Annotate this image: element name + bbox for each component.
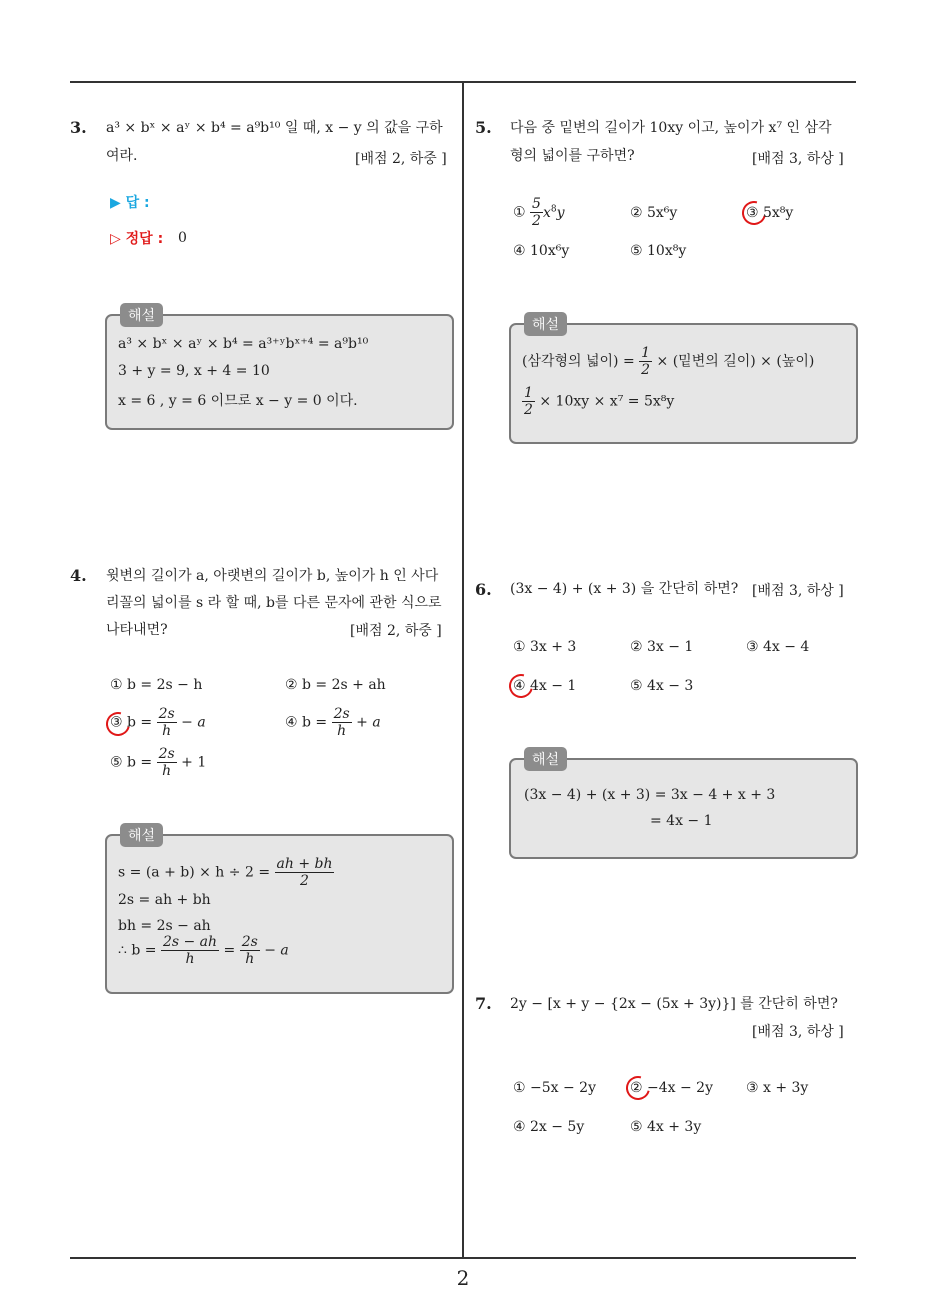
column-divider [462, 83, 464, 1258]
q4-option-5-label: ⑤ b = [110, 754, 153, 771]
q5-explanation-line: (삼각형의 넓이) = $\frac{1}{2}$ × (밑변의 길이) × (높이) [522, 345, 815, 378]
q6-explanation-tag: 해설 [524, 747, 567, 771]
q7-option-1[interactable]: ① −5x − 2y [513, 1080, 596, 1096]
q6-option-1[interactable]: ① 3x + 3 [513, 639, 577, 655]
q5-option-1[interactable] [513, 196, 565, 229]
q4-option-4-label: ④ b = [285, 714, 328, 731]
q4-option-3-tail: − a [181, 714, 206, 731]
q4-explanation-tag: 해설 [120, 823, 163, 847]
q6-explanation-line: (3x − 4) + (x + 3) = 3x − 4 + x + 3 [524, 787, 776, 803]
q5-option-2[interactable]: ② 5x⁶y [630, 205, 678, 221]
q5-option-4[interactable]: ④ 10x⁶y [513, 243, 570, 259]
q3-explanation-tag: 해설 [120, 303, 163, 327]
q6-option-4[interactable]: ④ 4x − 1 [513, 678, 577, 694]
q4-option-4[interactable] [285, 706, 381, 739]
q7-option-4[interactable]: ④ 2x − 5y [513, 1119, 585, 1135]
q5-explanation-box [509, 323, 858, 444]
q5-option-1-tail: $x^8y$ [542, 203, 565, 221]
q3-explanation-line: a³ × bˣ × aʸ × b⁴ = a³⁺ʸbˣ⁺⁴ = a⁹b¹⁰ [118, 336, 369, 352]
q5-option-3[interactable]: ③ 5x⁸y [746, 205, 794, 221]
q4-meta: [배점 2, 하중 ] [350, 623, 442, 639]
q4-option-2[interactable]: ② b = 2s + ah [285, 677, 386, 693]
q4-option-5-fraction: $\frac{2s}{h}$ [158, 746, 175, 779]
q4-text-line3: 나타내면? [106, 622, 168, 638]
q3-number: 3. [70, 118, 87, 137]
q5-explanation-tag: 해설 [524, 312, 567, 336]
q4-option-4-tail: + a [356, 714, 381, 731]
q6-option-3[interactable]: ③ 4x − 4 [746, 639, 810, 655]
q3-correct-label: ▷ 정답 : [110, 231, 164, 247]
q6-option-2[interactable]: ② 3x − 1 [630, 639, 694, 655]
q3-meta: [배점 2, 하중 ] [355, 151, 447, 167]
q7-option-5[interactable]: ⑤ 4x + 3y [630, 1119, 702, 1135]
q5-option-1-label: ① [513, 204, 526, 221]
q6-text-line1: (3x − 4) + (x + 3) 을 간단히 하면? [510, 581, 739, 597]
q3-text-line1: a³ × bˣ × aʸ × b⁴ = a⁹b¹⁰ 일 때, x − y 의 값을 구하 [106, 120, 443, 136]
q4-option-3-fraction: $\frac{2s}{h}$ [158, 706, 175, 739]
q4-number: 4. [70, 566, 87, 585]
q5-option-5[interactable]: ⑤ 10x⁸y [630, 243, 687, 259]
q3-text-line2: 여라. [106, 148, 138, 164]
q6-explanation-box [509, 758, 858, 859]
q3-answer-label: ▶ 답 : [110, 195, 150, 211]
q7-text-line1: 2y − [x + y − {2x − (5x + 3y)}] 를 간단히 하면? [510, 996, 838, 1012]
q5-number: 5. [475, 118, 492, 137]
q5-text-line2: 형의 넓이를 구하면? [510, 148, 635, 164]
q3-explanation-line: 3 + y = 9, x + 4 = 10 [118, 363, 270, 379]
q6-meta: [배점 3, 하상 ] [752, 583, 844, 599]
q4-option-4-fraction: $\frac{2s}{h}$ [333, 706, 350, 739]
q4-explanation-line: ∴ b = $\frac{2s - ah}{h}$ = $\frac{2s}{h}$ − a [118, 934, 289, 967]
q4-explanation-line: bh = 2s − ah [118, 918, 211, 934]
q6-number: 6. [475, 580, 492, 599]
q4-explanation-line: 2s = ah + bh [118, 892, 211, 908]
q7-option-2[interactable]: ② −4x − 2y [630, 1080, 713, 1096]
q7-option-3[interactable]: ③ x + 3y [746, 1080, 809, 1096]
q4-option-5[interactable] [110, 746, 206, 779]
q7-number: 7. [475, 994, 492, 1013]
q3-explanation-line: x = 6 , y = 6 이므로 x − y = 0 이다. [118, 393, 358, 409]
bottom-rule [70, 1257, 856, 1259]
q5-meta: [배점 3, 하상 ] [752, 151, 844, 167]
q4-text-line1: 윗변의 길이가 a, 아랫변의 길이가 b, 높이가 h 인 사다 [106, 568, 439, 584]
q4-option-3[interactable] [110, 706, 206, 739]
q4-option-5-tail: + 1 [181, 754, 207, 771]
q4-option-3-label: ③ b = [110, 714, 153, 731]
q5-option-1-fraction: $\frac{5}{2}$ [532, 196, 541, 229]
q6-explanation-line: = 4x − 1 [650, 813, 713, 829]
q7-meta: [배점 3, 하상 ] [752, 1024, 844, 1040]
q6-option-5[interactable]: ⑤ 4x − 3 [630, 678, 694, 694]
q5-explanation-line: $\frac{1}{2}$ × 10xy × x⁷ = 5x⁸y [524, 385, 675, 418]
q4-option-1[interactable]: ① b = 2s − h [110, 677, 203, 693]
q4-text-line2: 리꼴의 넓이를 s 라 할 때, b를 다른 문자에 관한 식으로 [106, 595, 442, 611]
q5-text-line1: 다음 중 밑변의 길이가 10xy 이고, 높이가 x⁷ 인 삼각 [510, 120, 832, 136]
q3-correct-value: 0 [178, 230, 187, 246]
q4-explanation-line: s = (a + b) × h ÷ 2 = $\frac{ah + bh}{2}$ [118, 856, 333, 889]
page-number: 2 [456, 1266, 470, 1290]
